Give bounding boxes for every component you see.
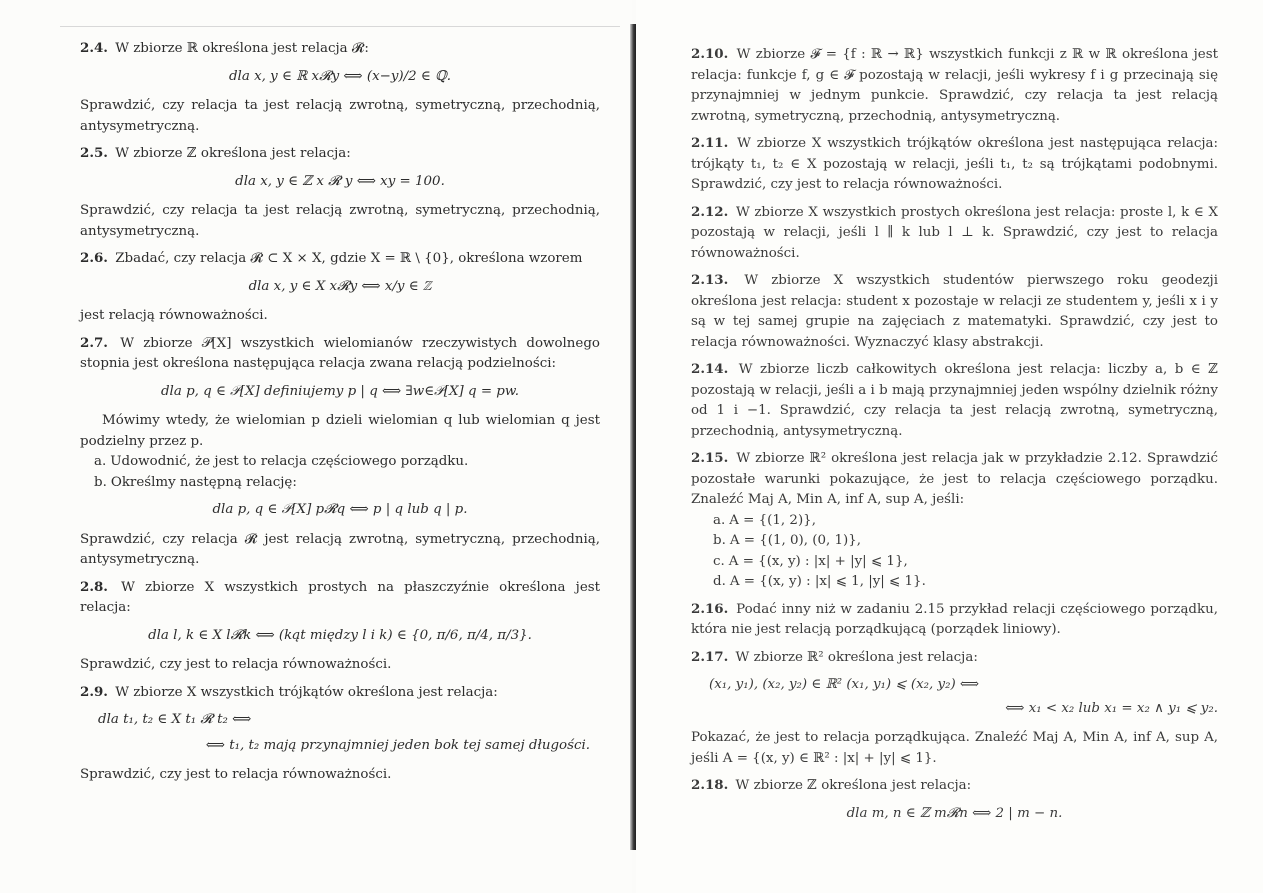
item-label: b. bbox=[713, 533, 726, 548]
problem-2-5 bbox=[80, 143, 600, 242]
problem-2-14 bbox=[691, 359, 1218, 442]
problem-item-b bbox=[80, 473, 600, 494]
problem-number: 2.6. bbox=[80, 250, 108, 266]
problem-formula: dla m, n ∈ ℤ m𝓡n ⟺ 2 | m − n. bbox=[846, 805, 1063, 821]
problem-intro: W zbiorze ℤ określona jest relacja: bbox=[115, 146, 351, 161]
problem-number: 2.10. bbox=[691, 46, 729, 62]
problem-formula-continued: ⟺ x₁ < x₂ lub x₁ = x₂ ∧ y₁ ⩽ y₂. bbox=[1005, 700, 1218, 716]
problem-item-c bbox=[691, 552, 1218, 573]
problem-text: Podać inny niż w zadaniu 2.15 przykład relacji częściowego porządku, która nie jest relacją porządkującą (porządek liniowy). bbox=[691, 601, 1218, 637]
problem-number: 2.12. bbox=[691, 203, 729, 220]
problem-2-18 bbox=[691, 775, 1218, 824]
problem-number: 2.13. bbox=[691, 272, 729, 288]
problem-text: W zbiorze X wszystkich studentów pierwszego roku geodezji określona jest relacja: student x pozostaje w relacji ze studentem y, jeśli x i y są w tej samej grupie na zajęciach z matematyki. Sprawdzić, czy jest to relacja równoważności. Wyznaczyć klasy abstrakcji. bbox=[691, 273, 1218, 350]
problem-intro: W zbiorze 𝒫[X] wszystkich wielomianów rzeczywistych dowolnego stopnia jest określona następująca relacja zwana relacją podzielności: bbox=[80, 335, 600, 371]
problem-2-12 bbox=[691, 202, 1218, 265]
problem-2-16 bbox=[691, 599, 1218, 641]
left-problem-list bbox=[80, 38, 600, 792]
problem-number: 2.17. bbox=[691, 648, 729, 665]
problem-number: 2.4. bbox=[80, 40, 108, 56]
problem-item-a bbox=[691, 511, 1218, 532]
problem-followup: Sprawdzić, czy jest to relacja równoważności. bbox=[80, 657, 392, 672]
problem-followup: Sprawdzić, czy relacja ta jest relacją zwrotną, symetryczną, przechodnią, antysymetryczną. bbox=[80, 98, 600, 134]
problem-text: W zbiorze liczb całkowitych określona jest relacja: liczby a, b ∈ ℤ pozostają w relacji, jeśli a i b mają przynajmniej jeden wspólny dzielnik różny od 1 i −1. Sprawdzić, czy relacja ta jest relacją zwrotną, symetryczną, przechodnią, antysymetryczną. bbox=[691, 362, 1218, 439]
problem-formula: dla l, k ∈ X l𝓡k ⟺ (kąt między l i k) ∈ {0, π/6, π/4, π/3}. bbox=[148, 627, 532, 643]
problem-formula-b: dla p, q ∈ 𝒫[X] p𝓡q ⟺ p | q lub q | p. bbox=[212, 502, 468, 517]
problem-formula: dla x, y ∈ ℝ x𝓡y ⟺ (x−y)/2 ∈ ℚ. bbox=[228, 68, 452, 84]
item-label: a. bbox=[94, 454, 107, 469]
problem-text: W zbiorze X wszystkich prostych określona jest relacja: proste l, k ∈ X pozostają w relacji, jeśli l ∥ k lub l ⊥ k. Sprawdzić, czy jest to relacja równoważności. bbox=[691, 204, 1218, 261]
problem-2-9 bbox=[80, 682, 600, 786]
problem-intro: W zbiorze ℤ określona jest relacja: bbox=[735, 778, 972, 793]
problem-2-15 bbox=[691, 448, 1218, 593]
problem-number: 2.14. bbox=[691, 361, 729, 377]
problem-formula: dla x, y ∈ X x𝓡y ⟺ x/y ∈ ℤ bbox=[248, 278, 432, 294]
problem-followup: jest relacją równoważności. bbox=[80, 308, 268, 323]
problem-formula: dla t₁, t₂ ∈ X t₁ 𝓡 t₂ ⟺ bbox=[98, 712, 252, 727]
problem-number: 2.9. bbox=[80, 683, 108, 700]
problem-paragraph: Mówimy wtedy, że wielomian p dzieli wielomian q lub wielomian q jest podzielny przez p. bbox=[80, 413, 600, 449]
problem-number: 2.5. bbox=[80, 145, 108, 161]
problem-item-b bbox=[691, 531, 1218, 552]
problem-2-7 bbox=[80, 333, 600, 571]
item-label: a. bbox=[713, 512, 726, 528]
item-label: c. bbox=[713, 553, 725, 569]
item-text: A = {(1, 2)}, bbox=[729, 512, 816, 528]
problem-2-6 bbox=[80, 248, 600, 327]
problem-text: W zbiorze X wszystkich trójkątów określona jest następująca relacja: trójkąty t₁, t₂ ∈ X pozostają w relacji, jeśli t₁, t₂ są trójkątami podobnymi. Sprawdzić, czy jest to relacja równoważności. bbox=[691, 136, 1218, 192]
problem-formula-continued: ⟺ t₁, t₂ mają przynajmniej jeden bok tej samej długości. bbox=[205, 737, 590, 753]
problem-formula: (x₁, y₁), (x₂, y₂) ∈ ℝ² (x₁, y₁) ⩽ (x₂, y₂) ⟺ bbox=[709, 677, 980, 692]
problem-2-10 bbox=[691, 44, 1218, 127]
page-top-rule bbox=[60, 26, 620, 27]
problem-intro: W zbiorze X wszystkich trójkątów określona jest relacja: bbox=[115, 684, 498, 700]
problem-intro: W zbiorze ℝ określona jest relacja 𝓡: bbox=[115, 41, 369, 56]
problem-number: 2.8. bbox=[80, 578, 108, 595]
problem-number: 2.7. bbox=[80, 334, 108, 351]
problem-number: 2.11. bbox=[691, 135, 729, 151]
problem-number: 2.16. bbox=[691, 600, 729, 617]
problem-followup: Sprawdzić, czy relacja 𝓡 jest relacją zwrotną, symetryczną, przechodnią, antysymetryczną. bbox=[80, 531, 600, 567]
right-page bbox=[636, 0, 1263, 893]
problem-item-d bbox=[691, 572, 1218, 593]
problem-2-8 bbox=[80, 577, 600, 676]
item-text: A = {(x, y) : |x| ⩽ 1, |y| ⩽ 1}. bbox=[729, 574, 926, 589]
problem-intro: Zbadać, czy relacja 𝓡 ⊂ X × X, gdzie X = ℝ \ {0}, określona wzorem bbox=[115, 251, 583, 266]
right-problem-list bbox=[691, 44, 1218, 833]
problem-followup: Sprawdzić, czy relacja ta jest relacją zwrotną, symetryczną, przechodnią, antysymetryczną. bbox=[80, 203, 600, 239]
problem-formula: dla x, y ∈ ℤ x 𝓡 y ⟺ xy = 100. bbox=[235, 173, 445, 189]
problem-intro: W zbiorze ℝ² określona jest relacja: bbox=[735, 649, 978, 665]
problem-item-a bbox=[80, 452, 600, 473]
item-text: A = {(1, 0), (0, 1)}, bbox=[729, 533, 862, 548]
item-text: Określmy następną relację: bbox=[110, 474, 297, 490]
problem-number: 2.15. bbox=[691, 450, 729, 466]
problem-text: W zbiorze 𝓕 = {f : ℝ → ℝ} wszystkich funkcji z ℝ w ℝ określona jest relacja: funkcje f, g ∈ 𝓕 pozostają w relacji, jeśli wykresy f i g przecinają się przynajmniej w jednym punkcie. Sprawdzić, czy relacja ta jest relacją zwrotną, symetryczną, przechodnią, antysymetryczną. bbox=[691, 47, 1218, 124]
item-label: b. bbox=[94, 474, 107, 490]
item-label: d. bbox=[713, 574, 726, 589]
problem-2-4 bbox=[80, 38, 600, 137]
problem-followup: Pokazać, że jest to relacja porządkująca. Znaleźć Maj A, Min A, inf A, sup A, jeśli A = {(x, y) ∈ ℝ² : |x| + |y| ⩽ 1}. bbox=[691, 730, 1218, 766]
problem-2-17 bbox=[691, 647, 1218, 770]
item-text: Udowodnić, że jest to relacja częściowego porządku. bbox=[110, 454, 469, 469]
problem-intro: W zbiorze X wszystkich prostych na płaszczyźnie określona jest relacja: bbox=[80, 579, 600, 615]
problem-2-11 bbox=[691, 133, 1218, 196]
problem-2-13 bbox=[691, 270, 1218, 353]
problem-followup: Sprawdzić, czy jest to relacja równoważności. bbox=[80, 767, 392, 782]
problem-text: W zbiorze ℝ² określona jest relacja jak w przykładzie 2.12. Sprawdzić pozostałe warunki pokazujące, że jest to relacja częściowego porządku. Znaleźć Maj A, Min A, inf A, sup A, jeśli: bbox=[691, 451, 1218, 507]
problem-formula: dla p, q ∈ 𝒫[X] definiujemy p | q ⟺ ∃w∈𝒫[X] q = pw. bbox=[160, 383, 520, 399]
problem-number: 2.18. bbox=[691, 777, 729, 793]
item-text: A = {(x, y) : |x| + |y| ⩽ 1}, bbox=[728, 553, 908, 569]
